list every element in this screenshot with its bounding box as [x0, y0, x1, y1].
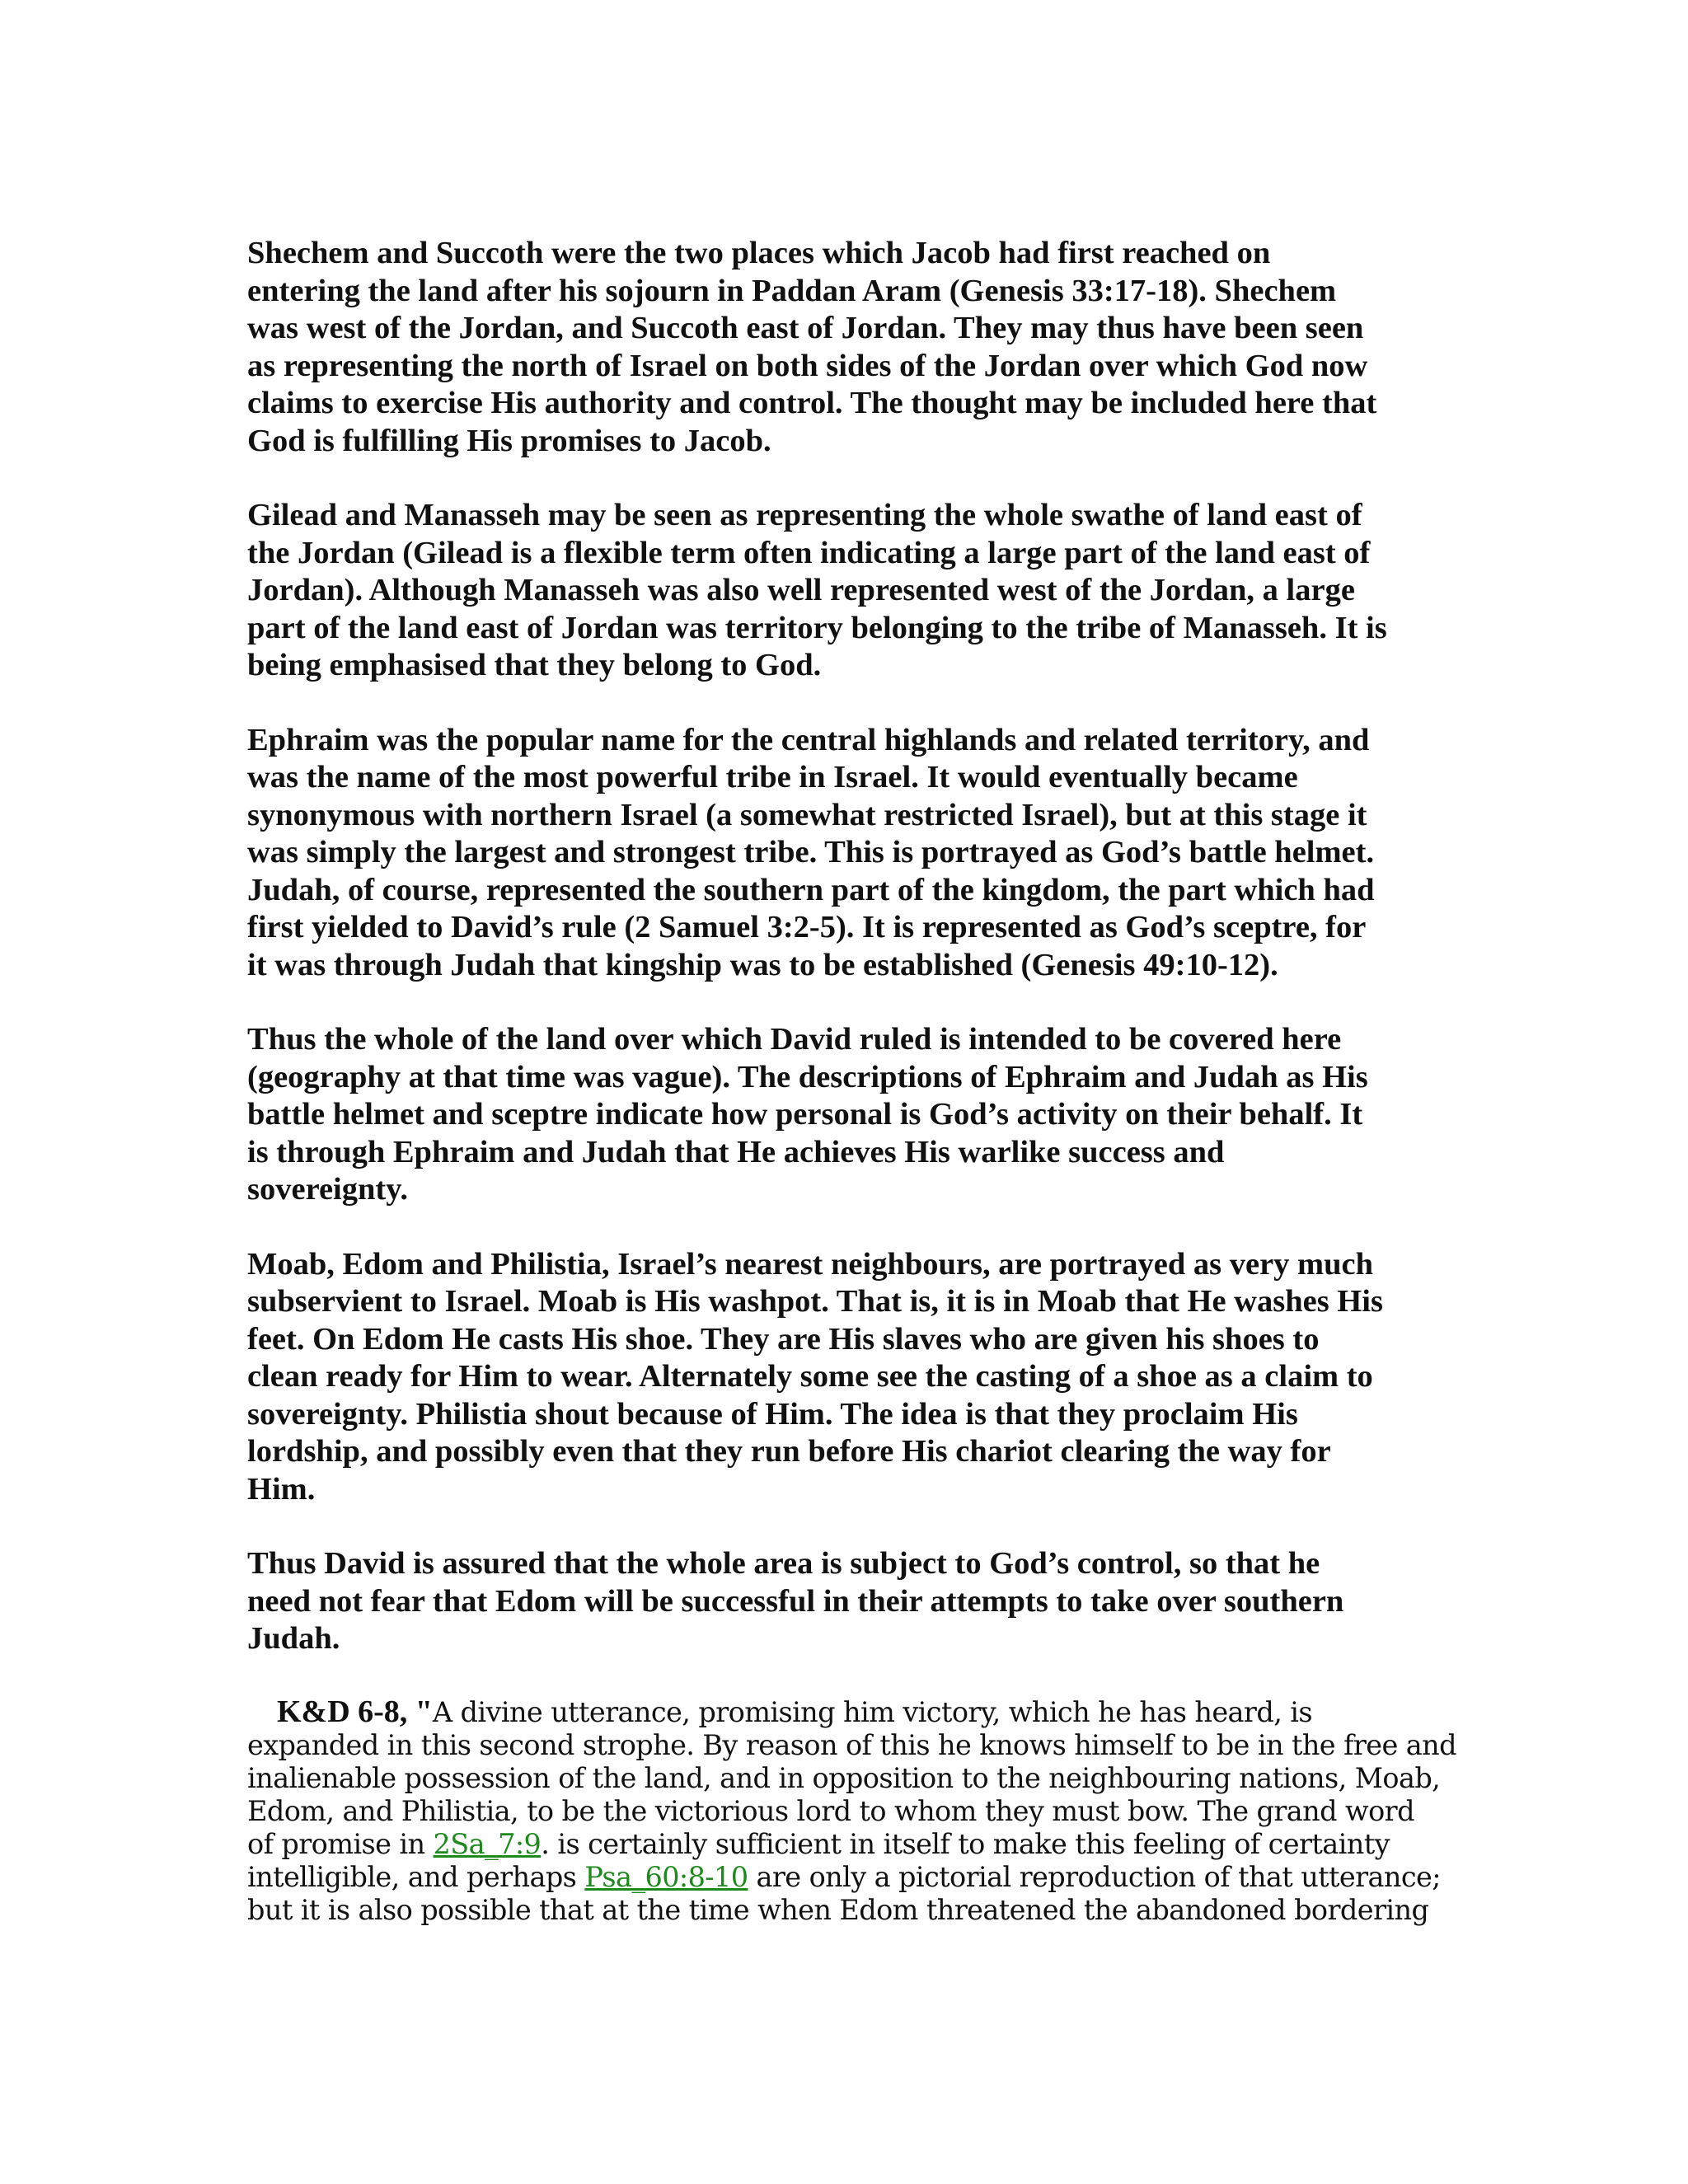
commentary-text: are only a pictorial reproduction of that utterance; — [748, 1860, 1441, 1893]
text-line: Thus the whole of the land over which David ruled is intended to be covered here — [247, 1022, 1342, 1057]
text-line: Shechem and Succoth were the two places which Jacob had first reached on — [247, 236, 1271, 270]
paragraph-ephraim-judah — [247, 722, 1451, 985]
text-line: Moab, Edom and Philistia, Israel’s nearest neighbours, are portrayed as very much — [247, 1246, 1374, 1282]
scripture-link-psa-60-8-10[interactable]: Psa_60:8-10 — [584, 1860, 748, 1893]
text-line: entering the land after his sojourn in Paddan Aram (Genesis 33:17-18). Shechem — [247, 273, 1337, 308]
text-line: (geography at that time was vague). The descriptions of Ephraim and Judah as His — [247, 1059, 1368, 1094]
text-line: was simply the largest and strongest tribe. This is portrayed as God’s battle helmet. — [247, 835, 1375, 869]
paragraph-moab-edom-philistia — [247, 1246, 1451, 1509]
commentary-text: A divine utterance, promising him victory, which he has heard, is — [432, 1695, 1312, 1728]
text-line: feet. On Edom He casts His shoe. They are His slaves who are given his shoes to — [247, 1321, 1320, 1357]
paragraph-gilead-manasseh — [247, 497, 1451, 685]
text-line — [247, 1828, 1451, 1861]
text-line: it was through Judah that kingship was to be established (Genesis 49:10-12). — [247, 947, 1278, 982]
text-line: inalienable possession of the land, and in opposition to the neighbouring nations, Moab, — [247, 1761, 1441, 1794]
commentary-text: . is certainly sufficient in itself to make this feeling of certainty — [541, 1827, 1390, 1860]
text-line: Thus David is assured that the whole area is subject to God’s control, so that he — [247, 1546, 1320, 1581]
text-line: first yielded to David’s rule (2 Samuel 3:2-5). It is represented as God’s sceptre, for — [247, 910, 1367, 944]
text-line: as representing the north of Israel on both sides of the Jordan over which God now — [247, 348, 1368, 383]
text-line: expanded in this second strophe. By reason of this he knows himself to be in the free and — [247, 1728, 1456, 1761]
paragraph-shechem-succoth — [247, 235, 1451, 460]
text-line: Judah, of course, represented the southern part of the kingdom, the part which had — [247, 872, 1375, 907]
text-line: the Jordan (Gilead is a flexible term often indicating a large part of the land east of — [247, 535, 1371, 570]
scripture-link-2sa-7-9[interactable]: 2Sa_7:9 — [433, 1827, 542, 1860]
text-line: lordship, and possibly even that they run before His chariot clearing the way for — [247, 1434, 1331, 1469]
text-line: Ephraim was the popular name for the central highlands and related territory, and — [247, 722, 1370, 757]
text-line: was the name of the most powerful tribe in Israel. It would eventually became — [247, 760, 1298, 794]
text-line — [247, 1861, 1451, 1894]
text-line: clean ready for Him to wear. Alternately some see the casting of a shoe as a claim to — [247, 1359, 1373, 1394]
text-line: part of the land east of Jordan was territory belonging to the tribe of Manasseh. It is — [247, 610, 1387, 645]
text-line: need not fear that Edom will be successful in their attempts to take over southern — [247, 1583, 1344, 1619]
text-line: subservient to Israel. Moab is His washpot. That is, it is in Moab that He washes His — [247, 1284, 1383, 1319]
text-line: battle helmet and sceptre indicate how personal is God’s activity on their behalf. It — [247, 1097, 1363, 1132]
text-line: Judah. — [247, 1621, 340, 1656]
text-line: was west of the Jordan, and Succoth east of Jordan. They may thus have been seen — [247, 311, 1364, 345]
text-line: is through Ephraim and Judah that He achieves His warlike success and — [247, 1134, 1225, 1169]
text-line: claims to exercise His authority and control. The thought may be included here that — [247, 386, 1377, 420]
text-line — [247, 1695, 1451, 1729]
text-line: sovereignty. — [247, 1172, 408, 1207]
text-line: Jordan). Although Manasseh was also well represented west of the Jordan, a large — [247, 573, 1355, 607]
text-line: Edom, and Philistia, to be the victorious lord to whom they must bow. The grand word — [247, 1794, 1414, 1827]
text-line: synonymous with northern Israel (a somewhat restricted Israel), but at this stage it — [247, 797, 1367, 832]
text-line: God is fulfilling His promises to Jacob. — [247, 423, 771, 458]
commentary-text: of promise in — [247, 1827, 434, 1860]
paragraph-david-assured — [247, 1545, 1451, 1658]
text-line: Gilead and Manasseh may be seen as representing the whole swathe of land east of — [247, 498, 1362, 532]
commentary-kd — [247, 1694, 1456, 1927]
paragraph-whole-land — [247, 1021, 1451, 1209]
text-line: sovereignty. Philistia shout because of Him. The idea is that they proclaim His — [247, 1396, 1298, 1432]
document-page — [247, 235, 1456, 1927]
commentary-text: intelligible, and perhaps — [247, 1860, 585, 1893]
commentary-lead: K&D 6-8, " — [277, 1694, 433, 1729]
text-line: being emphasised that they belong to God. — [247, 648, 822, 682]
text-line: but it is also possible that at the time when Edom threatened the abandoned bordering — [247, 1893, 1429, 1926]
text-line: Him. — [247, 1471, 316, 1507]
